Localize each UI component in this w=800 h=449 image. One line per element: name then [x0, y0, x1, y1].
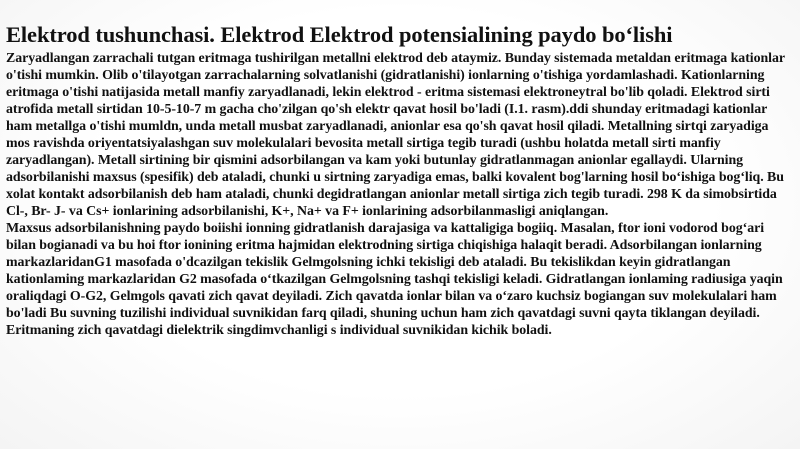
paragraph-electrode-definition: Zaryadlangan zarrachali tutgan eritmaga tushirilgan metallni elektrod deb ataymiz. Bunday sistemada metaldan eritmaga kationlar o'tishi mumkin. Olib o'tilayotgan zarrachalarning solvatlanishi (gidratlanishi) ionlarning o'tishiga yordamlashadi. Kationlarning eritmaga o'tishi natijasida metall manfiy zaryadlanadi, lekin elektrod - eritma sistemasi elektroneytral bo'lib qoladi. Elektrod sirti atrofida metall sirtidan 10-5-10-7 m gacha cho'zilgan qo'sh elektr qavat hosil bo'ladi (I.1. rasm).ddi shunday eritmadagi kationlar ham metallga o'tishi mumldn, unda metall musbat zaryadlanadi, anionlar esa qo'sh qavat hosil qiladi. Metallning sirtqi zaryadiga mos ravishda oriyentatsiyalashgan suv molekulalari bevosita metall sirtiga tegib turadi (ushbu holatda metall sirti manfiy zaryadlangan). Metall sirtining bir qismini adsorbilangan va kam yoki butunlay gidratlanmagan anionlar egallaydi. Ularning adsorbilanishi maxsus (spesifik) deb ataladi, chunki u sirtning zaryadiga emas, balki kovalent bog'larning hosil bo‘ishiga bog‘liq. Bu xolat kontakt adsorbilanish deb ham ataladi, chunki degidratlangan anionlar metall sirtiga zich tegib turadi. 298 K da simobsirtida Cl-, Br- J- va Cs+ ionlarining adsorbilanishi, K+, Na+ va F+ ionlarining adsorbilanmasligi aniqlangan.: [6, 51, 785, 219]
slide-body: [6, 50, 788, 339]
paragraph-specific-adsorption: Maxsus adsorbilanishning paydo boiishi ionning gidratlanish darajasiga va kattaligiga bogiiq. Masalan, ftor ioni vodorod bog‘ari bilan bogianadi va bu hoi ftor ionining eritma hajmidan elektrodning sirtiga chiqishiga halaqit beradi. Adsorbilangan ionlarning markazlaridanG1 masofada o'dcazilgan tekislik Gelmgolsning ichki tekisligi deb ataladi. Bu tekislikdan keyin gidratlangan kationlaming markazlaridan G2 masofada o‘tkazilgan Gelmgolsning tashqi tekisligi keladi. Gidratlangan ionlaming radiusiga yaqin oraliqdagi O-G2, Gelmgols qavati zich qavat deyiladi. Zich qavatda ionlar bilan va o‘zaro kuchsiz bogiangan suv molekulalari ham bo'ladi Bu suvning tuzilishi individual suvnikidan farq qiladi, shuning uchun ham zich qavatdagi suvni qayta tiklangan deyiladi. Eritmaning zich qavatdagi dielektrik singdimvchanligi s individual suvnikidan kichik boladi.: [6, 221, 783, 338]
slide-title: Elektrod tushunchasi. Elektrod Elektrod potensialining paydo bo‘lishi: [6, 22, 673, 47]
